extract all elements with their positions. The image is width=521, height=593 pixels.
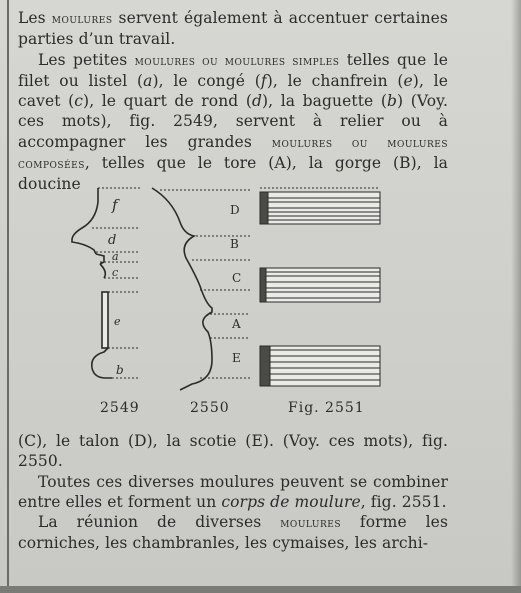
bottom-paragraphs [18,431,448,554]
label-B: B [230,237,239,251]
molding-block-2 [260,268,380,302]
text-run: f [260,71,267,90]
text-run: ) (Voy. ces mots), fig. 2549, servent à relier ou à accompagner les grandes [18,92,448,151]
label-a: a [112,250,119,263]
figure-2549 [72,188,140,378]
text-run: moulures [51,11,113,26]
bottom_text-paragraph-1 [18,472,448,513]
label-b: b [116,363,124,377]
text-run: Toutes ces diverses moulures peuvent se combiner entre elles et forment un [18,472,448,511]
text-run: a [143,71,153,90]
text-run: moulures ou moulures composées [18,134,448,172]
label-e: e [114,315,121,328]
text-run: , telles que le tore (A), la gorge (B), la doucine [18,154,448,194]
text-run: d [251,92,263,111]
text-run: Les [18,9,52,27]
label-d: d [108,233,117,248]
text-run: (C), le talon (D), la scotie (E). (Voy. ces mots), fig. 2550. [18,432,448,471]
text-run: ), le chanfrein ( [266,71,404,90]
text-run: , fig. 2551. [360,492,447,511]
text-run: ), la baguette ( [262,92,387,111]
page-bottom-rule [0,586,521,593]
top-paragraphs [18,8,448,195]
text-run: La réunion de diverses [38,513,281,532]
text-run: c [74,92,84,111]
text-run: moulures [280,515,341,531]
figure-2551 [260,188,380,386]
label-D: D [230,203,240,217]
text-run: b [387,92,398,111]
label-E: E [232,351,241,365]
caption-2550: 2550 [190,400,230,416]
text-run: ), le cavet ( [18,71,449,111]
label-c: c [112,266,119,279]
text-run: servent également à accentuer certaines parties d’un travail. [18,9,448,49]
molding-block-3 [260,346,380,386]
bottom_text-paragraph-2 [18,512,448,554]
text-run: corps de moulure [221,492,361,511]
bottom_text-paragraph-0 [18,431,448,472]
text-run: forme les corniches, les chambranles, les cymaises, les archi- [18,513,448,553]
text-run: e [403,71,413,90]
text-run: moulures ou moulures simples [134,52,340,68]
molding-figures [60,180,400,425]
top_text-paragraph-0 [18,8,448,50]
text-run: Les petites [38,50,135,69]
molding-block-1 [260,188,380,224]
top_text-paragraph-1 [18,50,448,195]
label-A: A [232,317,241,331]
text-run: ), le congé ( [152,71,261,90]
page-left-rule [7,0,9,593]
figure-2550 [152,188,250,390]
page-right-shadow [511,0,521,593]
caption-2549: 2549 [100,400,140,416]
label-C: C [232,271,242,285]
text-run: ), le quart de rond ( [83,92,252,111]
text-run: telles que le filet ou listel ( [18,50,448,90]
caption-fig-2551: Fig. 2551 [288,400,365,416]
label-f: f [112,196,118,214]
